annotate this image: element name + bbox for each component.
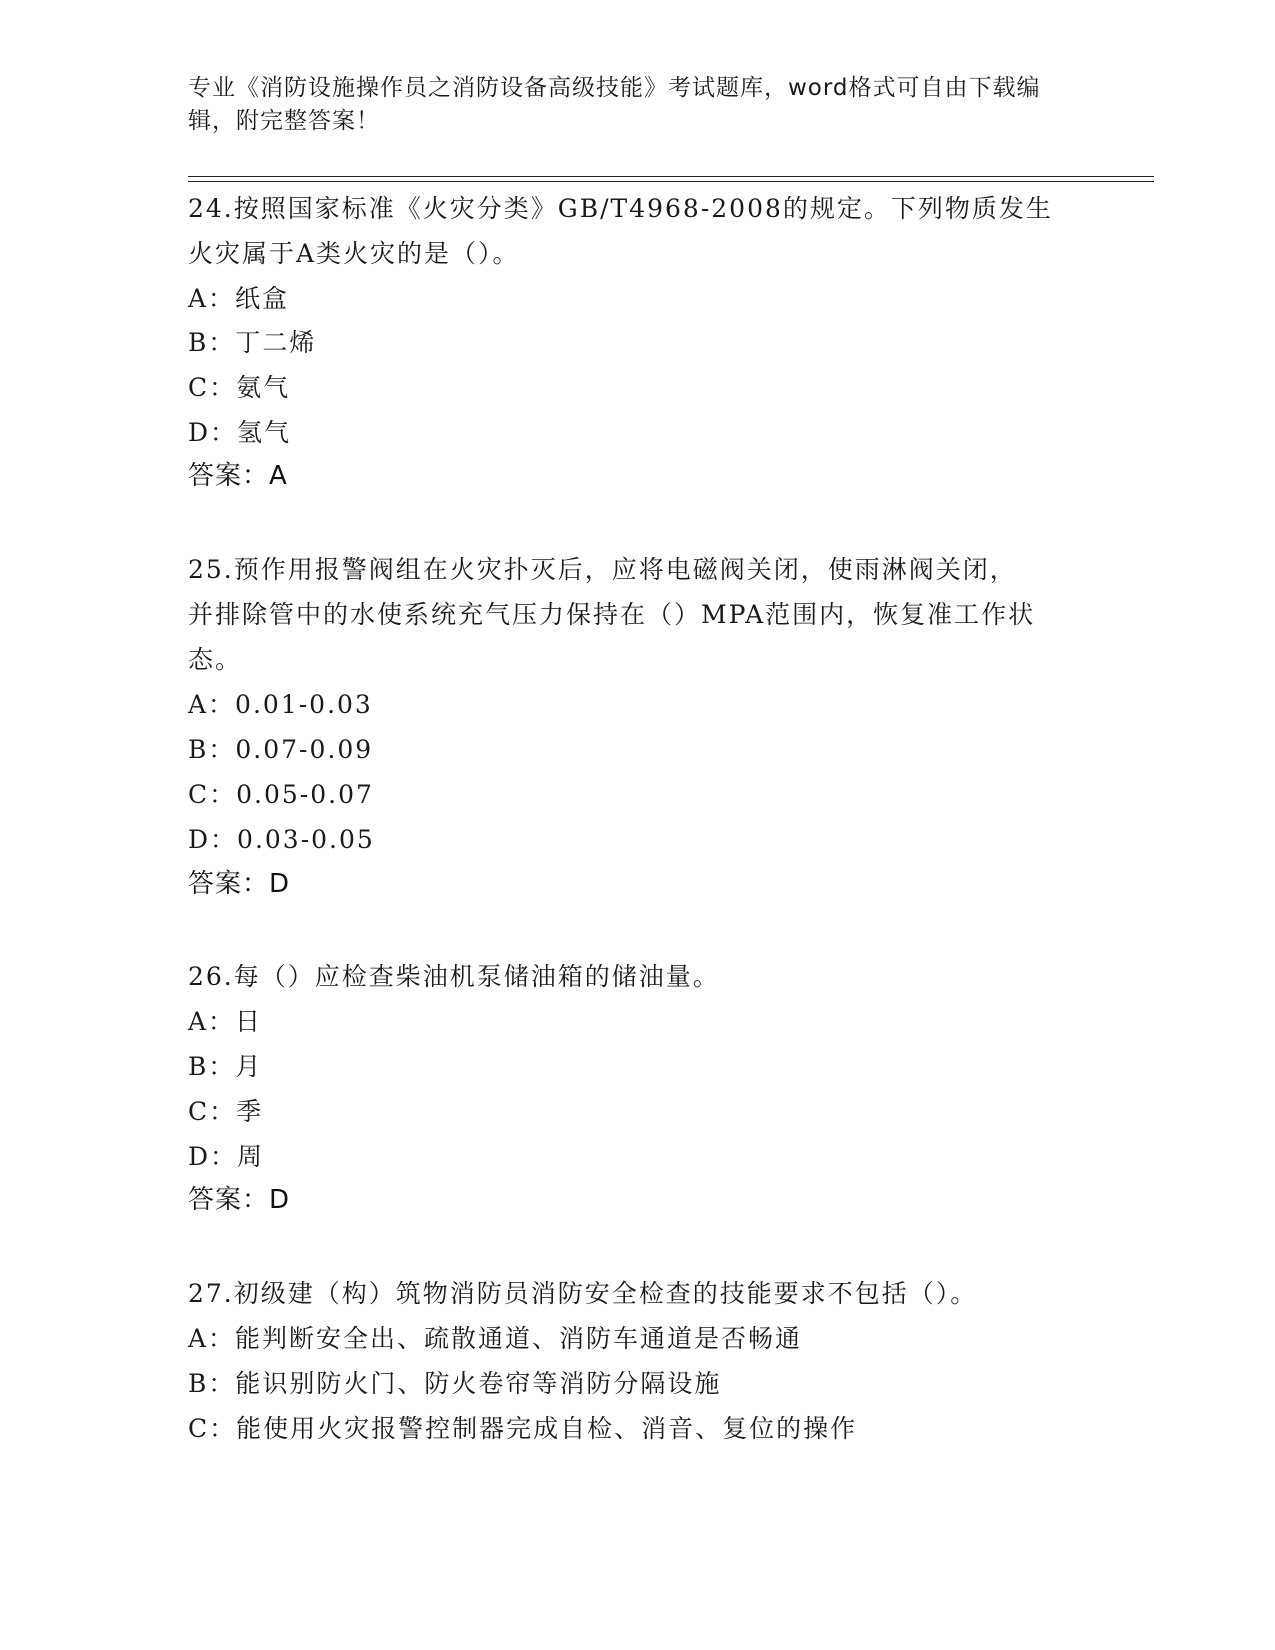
question-27-option-a: A：能判断安全出、疏散通道、消防车通道是否畅通 [188, 1324, 803, 1353]
header-line-2: 辑，附完整答案！ [188, 108, 380, 134]
question-24-option-d: D：氢气 [188, 418, 292, 447]
question-27-option-b: B：能识别防火门、防火卷帘等消防分隔设施 [188, 1369, 722, 1398]
question-24-option-b: B：丁二烯 [188, 328, 317, 357]
question-25-option-b: B：0.07-0.09 [188, 735, 374, 764]
header-rule-lower [188, 181, 1154, 182]
question-25-answer: 答案：D [188, 869, 291, 899]
question-26-answer: 答案：D [188, 1185, 291, 1215]
question-25-stem-line-2: 并排除管中的水使系统充气压力保持在（）MPA范围内，恢复准工作状 [188, 600, 1036, 629]
question-25-stem-line-1: 25.预作用报警阀组在火灾扑灭后，应将电磁阀关闭，使雨淋阀关闭， [188, 555, 1017, 584]
question-26-option-c: C：季 [188, 1097, 264, 1126]
question-25-option-a: A：0.01-0.03 [188, 690, 373, 719]
document-header [188, 72, 1088, 138]
header-line-1: 专业《消防设施操作员之消防设备高级技能》考试题库，word格式可自由下载编 [188, 75, 1041, 101]
question-24-answer: 答案：A [188, 461, 288, 491]
question-25-stem-line-3: 态。 [188, 645, 243, 674]
question-27-stem-line-1: 27.初级建（构）筑物消防员消防安全检查的技能要求不包括（）。 [188, 1279, 978, 1308]
question-25-option-d: D：0.03-0.05 [188, 825, 375, 854]
question-25-option-c: C：0.05-0.07 [188, 780, 374, 809]
question-24-option-a: A：纸盒 [188, 284, 290, 313]
question-26-option-a: A：日 [188, 1007, 263, 1036]
question-24-stem-line-1: 24.按照国家标准《火灾分类》GB/T4968-2008的规定。下列物质发生 [188, 194, 1053, 223]
question-26-stem-line-1: 26.每（）应检查柴油机泵储油箱的储油量。 [188, 962, 720, 991]
question-24-option-c: C：氨气 [188, 373, 291, 402]
question-26-option-d: D：周 [188, 1142, 265, 1171]
question-27-option-c: C：能使用火灾报警控制器完成自检、消音、复位的操作 [188, 1414, 858, 1443]
question-24-stem-line-2: 火灾属于A类火灾的是（）。 [188, 239, 520, 268]
header-rule-upper [188, 176, 1154, 177]
question-26-option-b: B：月 [188, 1052, 263, 1081]
